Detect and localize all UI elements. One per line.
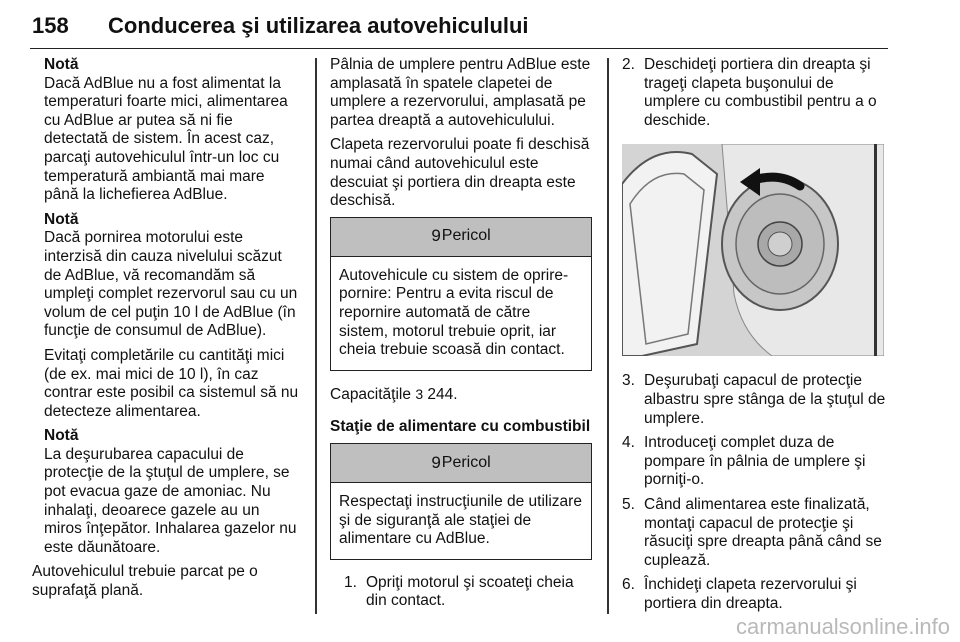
fuel-flap-illustration <box>622 144 884 356</box>
note-text: Dacă pornirea motorului este interzisă din cauza nivelului scăzut de AdBlue, vă recomandăm să umpleţi complet rezervorul sau cu un volum de cel puţin 10 l de AdBlue (în funcţie de consumul de AdBlue). <box>44 229 298 340</box>
note-text: Dacă AdBlue nu a fost alimentat la temperaturi foarte mici, alimentarea cu AdBlue ar putea să ni fie detectată de sistem. În acest caz, parcaţi autovehiculul într-un loc cu temperatură ambiantă mai mare până la lichefierea AdBlue. <box>44 74 288 204</box>
steps-list <box>344 574 592 611</box>
step-number: 4. <box>622 434 635 452</box>
capacity-reference <box>330 385 592 405</box>
step-item <box>622 434 886 490</box>
note-text: La deşurubarea capacului de protecţie de la ştuţul de umplere, se pot evacua gaze de amoniac. Nu inhalaţi, deoarece gazele au un miros înţepător. Inhalarea gazelor nu este dăunătoare. <box>44 445 297 556</box>
page-title: Conducerea şi utilizarea autovehiculului <box>108 13 529 38</box>
note-title: Notă <box>44 427 79 445</box>
step-item <box>622 56 886 130</box>
step-number: 3. <box>622 372 635 390</box>
step-item <box>622 372 886 428</box>
fuel-flap-drawing <box>622 144 884 356</box>
step-text: Deschideţi portiera din dreapta şi trageţi clapeta buşonului de umplere cu combustibil pentru a o deschide. <box>644 56 877 129</box>
page-header <box>30 4 888 49</box>
step-text: Când alimentarea este finalizată, montaţi capacul de protecţie şi răsuciţi spre dreapta până când se cuplează. <box>644 495 882 569</box>
step-text: Opriţi motorul şi scoateţi cheia din contact. <box>366 573 574 610</box>
page-number: 158 <box>32 13 69 38</box>
warning-triangle-icon: 9 <box>431 226 441 246</box>
capacity-label: Capacităţile <box>330 385 411 403</box>
note-block <box>44 427 300 557</box>
step-number: 5. <box>622 495 635 513</box>
body-paragraph: Pâlnia de umplere pentru AdBlue este amplasată în spatele clapetei de umplere a rezervorului, amplasată pe partea dreaptă a autovehiculului. <box>330 56 591 129</box>
step-number: 1. <box>344 573 357 591</box>
danger-header <box>331 444 591 483</box>
column-left <box>32 56 300 607</box>
capacity-page-link[interactable]: 244. <box>427 385 458 403</box>
danger-box <box>330 217 592 371</box>
danger-label: Pericol <box>441 227 491 245</box>
note-title: Notă <box>44 56 79 73</box>
step-item <box>344 574 592 611</box>
step-text: Deşurubaţi capacul de protecţie albastru spre stânga de la ştuţul de umplere. <box>644 372 886 427</box>
danger-text: Respectaţi instrucţiunile de utilizare şi de siguranţă ale staţiei de alimentare cu AdBlue. <box>339 492 582 548</box>
column-divider <box>315 58 317 614</box>
danger-label: Pericol <box>441 453 491 471</box>
column-right <box>622 56 886 620</box>
body-paragraph: Autovehiculul trebuie parcat pe o suprafaţă plană. <box>32 563 258 600</box>
step-number: 2. <box>622 56 635 73</box>
step-item <box>622 496 886 570</box>
column-middle <box>330 56 592 617</box>
warning-triangle-icon: 9 <box>431 452 441 472</box>
steps-list <box>622 56 886 130</box>
note-title: Notă <box>44 210 79 228</box>
page-ref-arrow-icon: 3 <box>415 385 424 402</box>
body-paragraph: Clapeta rezervorului poate fi deschisă numai când autovehiculul este descuiat şi portiera din dreapta este deschisă. <box>330 136 590 210</box>
steps-list <box>622 372 886 613</box>
watermark: carmanualsonline.info <box>735 614 950 639</box>
danger-header <box>331 218 591 257</box>
danger-box <box>330 443 592 560</box>
danger-text: Autovehicule cu sistem de oprire-pornire: Pentru a evita riscul de repornire automată de către sistem, motorul trebuie oprit, iar cheia trebuie scoasă din contact. <box>339 266 569 359</box>
step-number: 6. <box>622 576 635 594</box>
step-text: Introduceţi complet duza de pompare în pâlnia de umplere şi porniţi-o. <box>644 434 866 489</box>
step-item <box>622 576 886 613</box>
note-block <box>44 56 300 205</box>
step-text: Închideţi clapeta rezervorului şi portiera din dreapta. <box>644 576 857 612</box>
column-divider <box>607 58 609 614</box>
section-subheading: Staţie de alimentare cu combustibil <box>330 418 591 436</box>
note-text: Evitaţi completările cu cantităţi mici (de ex. mai mici de 10 l), în caz contrar este posibil ca sistemul să nu detecteze alimentarea. <box>44 346 299 420</box>
note-block <box>44 211 300 422</box>
